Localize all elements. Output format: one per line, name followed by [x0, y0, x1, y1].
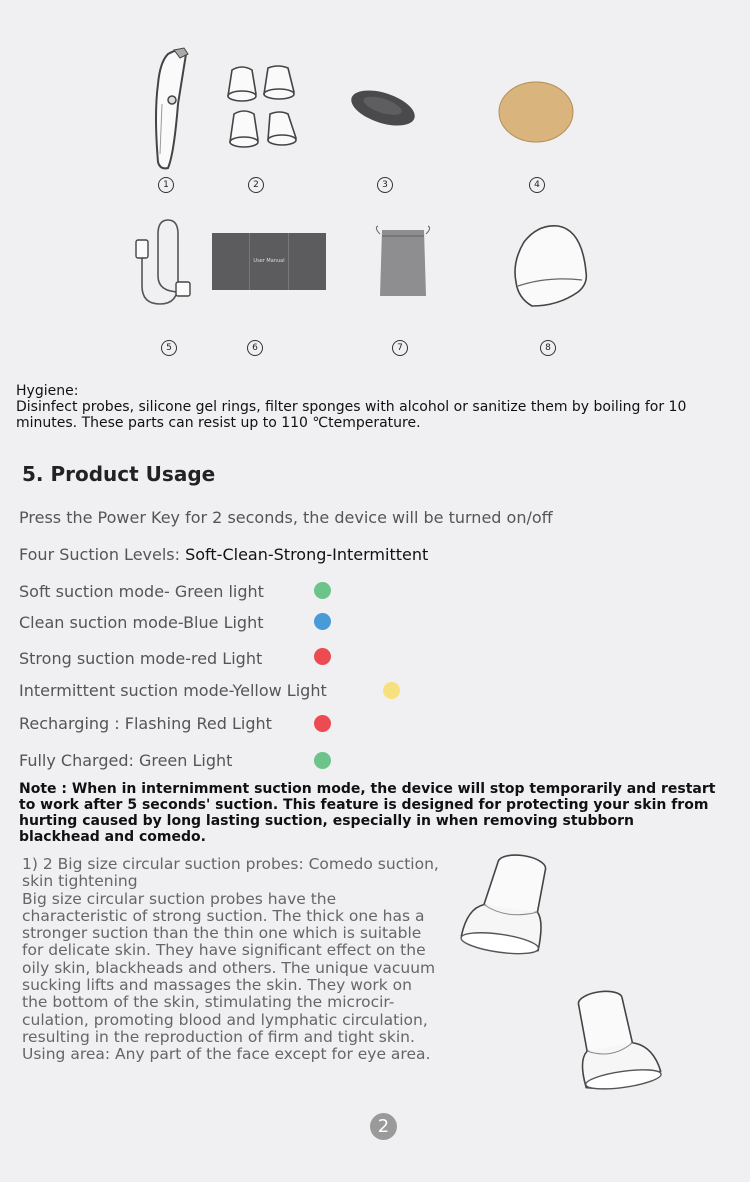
device-illustration	[148, 44, 194, 172]
part-number-8: 8	[540, 340, 556, 356]
filter-sponge-illustration	[498, 80, 576, 144]
silicone-ring-illustration	[348, 86, 418, 130]
thin-probe-illustration	[566, 985, 666, 1097]
manual-cover-text: User Manual	[253, 258, 285, 264]
probe-cover-illustration	[508, 222, 592, 310]
charged-green-light-icon	[314, 752, 331, 769]
storage-pouch-illustration	[374, 224, 432, 300]
probe-body: Big size circular suction probes have the characteristic of strong suction. The thick one has a stronger suction than the thin one which is suitable for delicate skin. They have significant effect on the oily skin, blackheads and others. The unique vacuum sucking lifts and massages the skin. They work on the bottom of the skin, stimulating the microcir-culation, promoting blood and lymphatic circulation, resulting in the reproduction of firm and tight skin.	[22, 889, 436, 1046]
probe-description	[22, 856, 440, 1064]
hygiene-title: Hygiene:	[16, 383, 79, 399]
part-number-2: 2	[248, 177, 264, 193]
hygiene-body: Disinfect probes, silicone gel rings, filter sponges with alcohol or sanitize them by boiling for 10 minutes. These parts can resist up to 110 ℃temperature.	[16, 399, 687, 431]
part-number-3: 3	[377, 177, 393, 193]
section-title: 5. Product Usage	[22, 462, 216, 486]
suction-levels-value: Soft-Clean-Strong-Intermittent	[185, 545, 429, 564]
part-number-6: 6	[247, 340, 263, 356]
probe-heading: 1) 2 Big size circular suction probes: Comedo suction, skin tightening	[22, 855, 439, 891]
usb-cable-illustration	[130, 216, 200, 308]
yellow-light-indicator-icon	[383, 682, 400, 699]
mode-intermittent-label: Intermittent suction mode-Yellow Light	[19, 681, 327, 700]
probe-using-area: Using area: Any part of the face except for eye area.	[22, 1045, 431, 1064]
recharging-red-light-icon	[314, 715, 331, 732]
suction-levels-prefix: Four Suction Levels:	[19, 545, 186, 564]
recharging-label: Recharging : Flashing Red Light	[19, 714, 272, 733]
blue-light-indicator-icon	[314, 613, 331, 630]
mode-soft-label: Soft suction mode- Green light	[19, 582, 264, 601]
fully-charged-label: Fully Charged: Green Light	[19, 751, 233, 770]
probe-heads-illustration	[224, 64, 300, 150]
manual-fold-line-2	[288, 233, 289, 290]
power-key-instruction: Press the Power Key for 2 seconds, the device will be turned on/off	[19, 508, 553, 527]
part-number-5: 5	[161, 340, 177, 356]
mode-clean-label: Clean suction mode-Blue Light	[19, 613, 264, 632]
part-number-1: 1	[158, 177, 174, 193]
part-number-7: 7	[392, 340, 408, 356]
page-number-badge: 2	[370, 1113, 397, 1140]
part-number-4: 4	[529, 177, 545, 193]
thick-probe-illustration	[458, 850, 558, 962]
intermittent-mode-note: Note : When in internimment suction mode, the device will stop temporarily and restart to work after 5 seconds' suction. This feature is designed for protecting your skin from hurting caused by long lasting suction, especially in when removing stubborn blackhead and comedo.	[19, 781, 716, 845]
red-light-indicator-icon	[314, 648, 331, 665]
green-light-indicator-icon	[314, 582, 331, 599]
user-manual-illustration	[212, 233, 326, 290]
mode-strong-label: Strong suction mode-red Light	[19, 649, 263, 668]
suction-levels-line	[19, 545, 428, 564]
